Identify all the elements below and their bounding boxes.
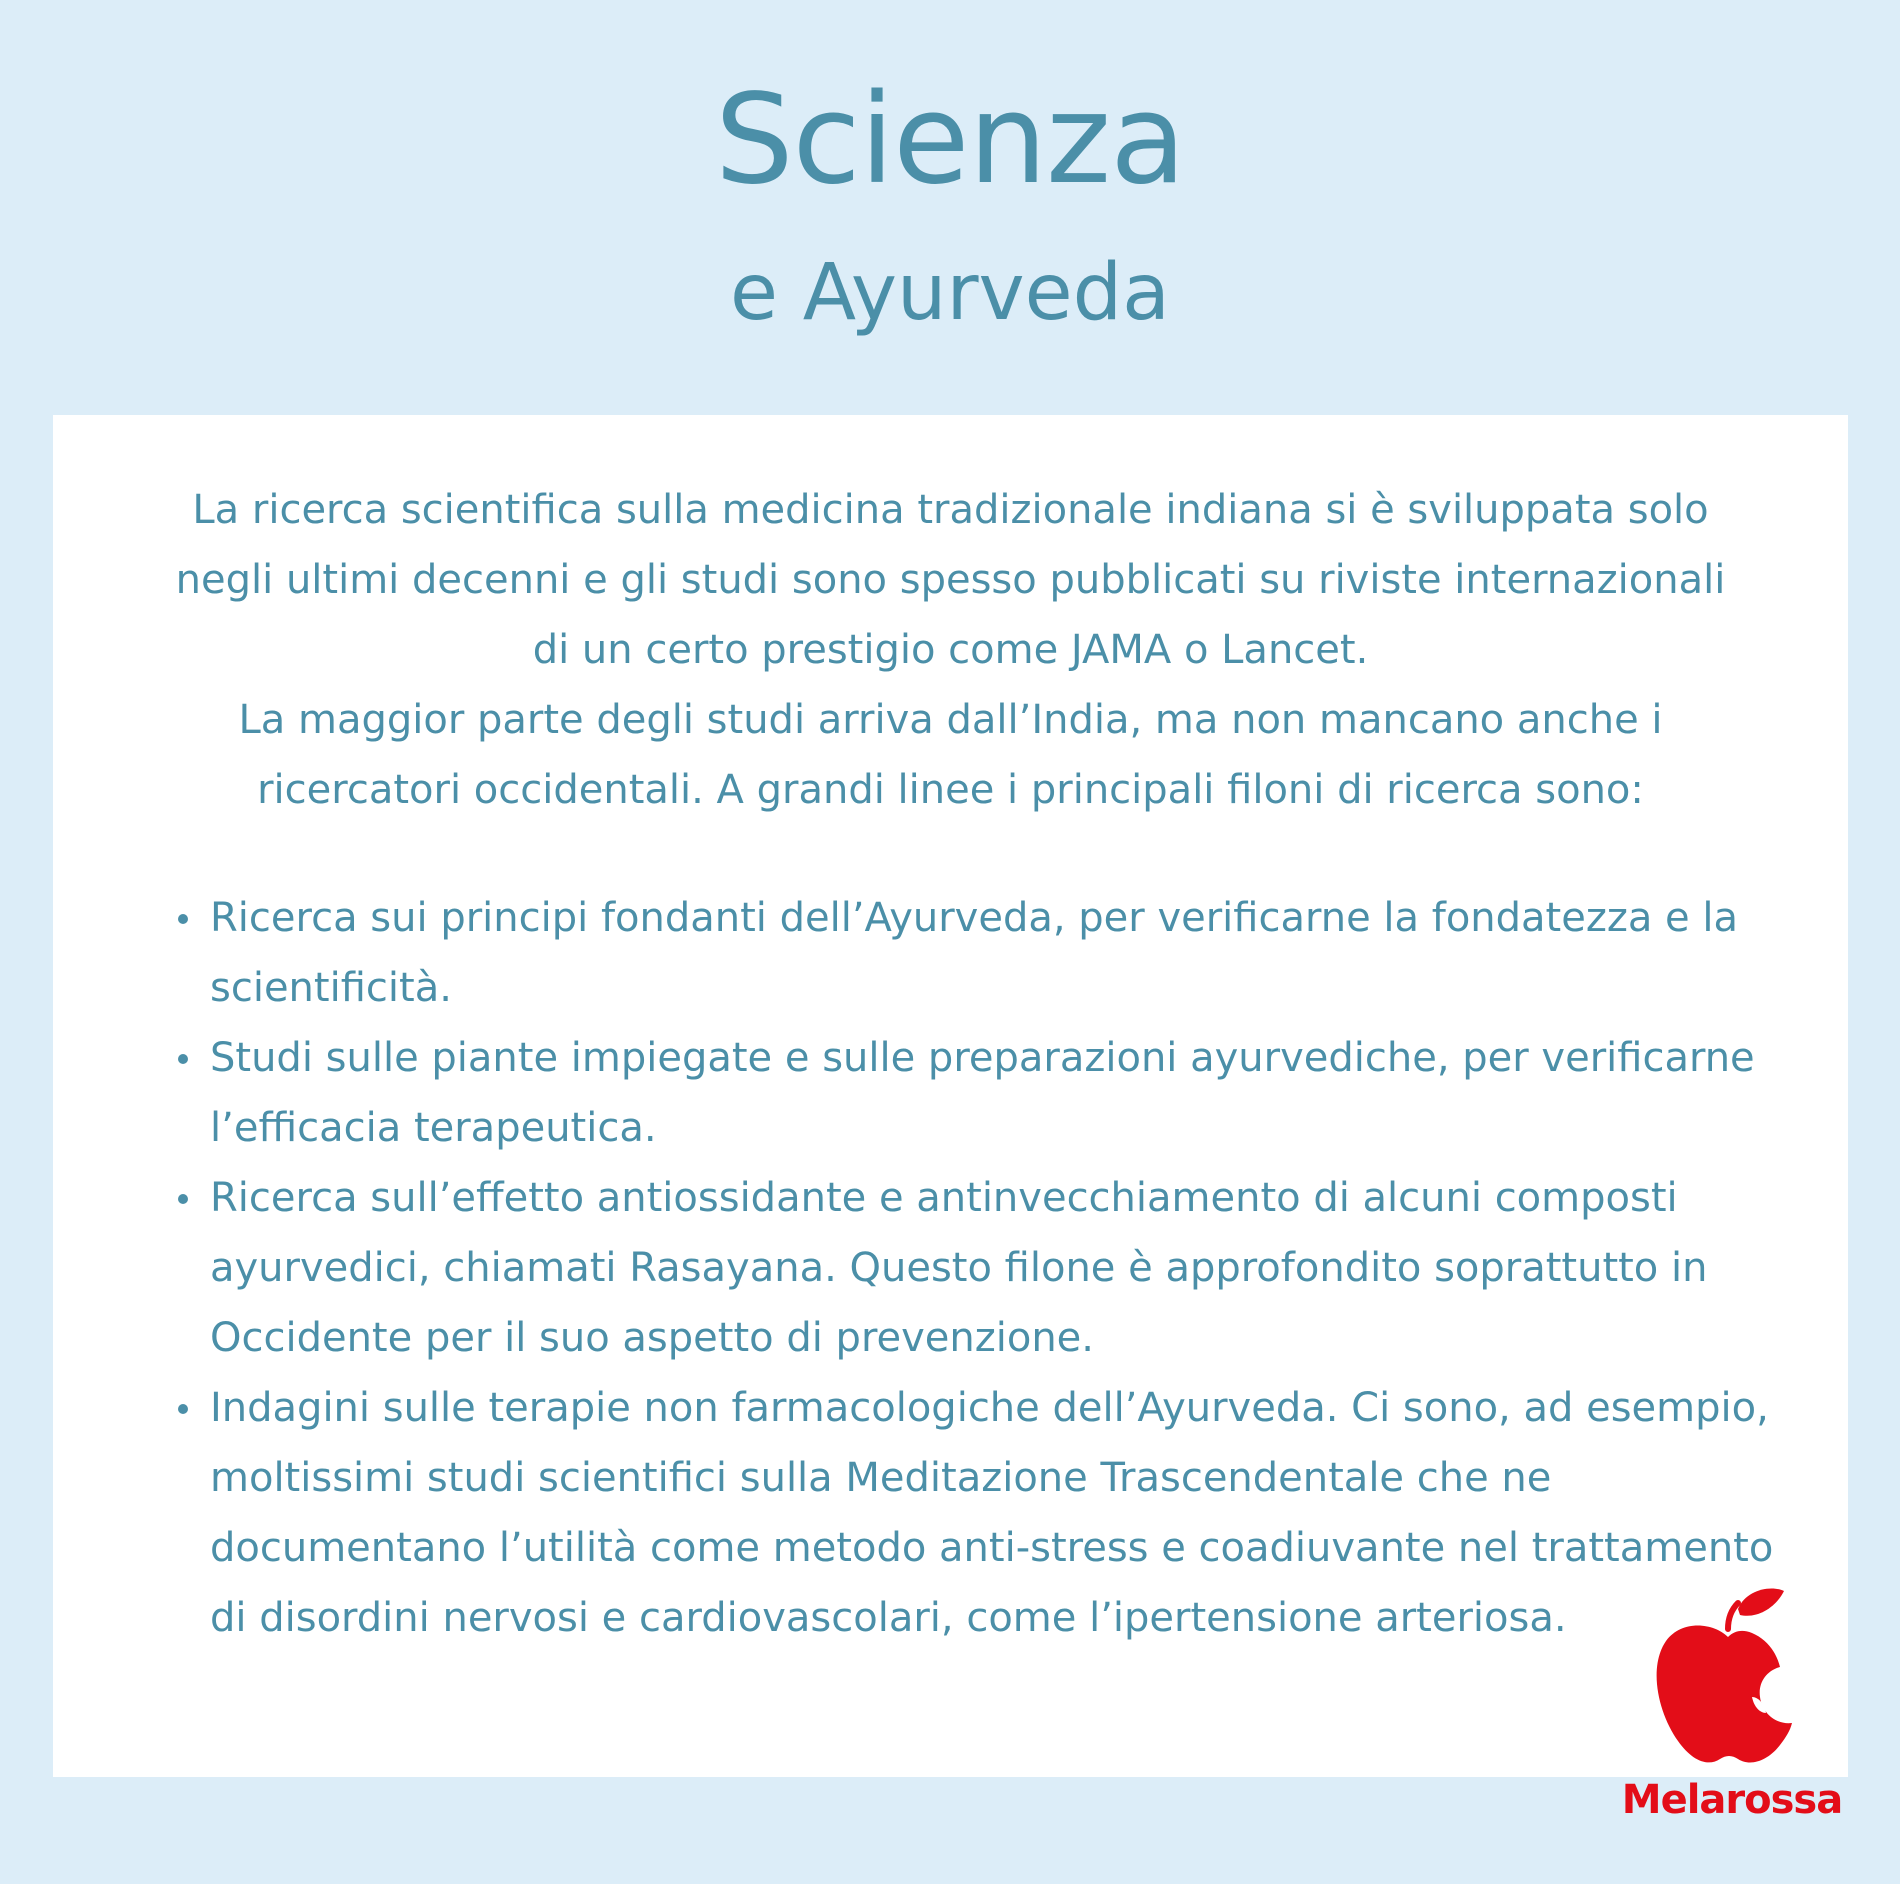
list-item [113,1163,1833,1373]
intro-text [153,475,1748,825]
bullet-icon [178,914,188,924]
brand-logo [1612,1585,1852,1835]
list-item [113,1373,1833,1653]
list-item [113,883,1833,1023]
content-card [53,415,1848,1777]
bullet-icon [178,1404,188,1414]
list-item [113,1023,1833,1163]
header [0,0,1900,400]
research-list [113,883,1833,1653]
intro-paragraph-2: La maggior parte degli studi arriva dall’India, ma non mancano anche i ricercatori occidentali. A grandi linee i principali filoni di ricerca sono: [238,697,1663,813]
bullet-icon [178,1054,188,1064]
page-subtitle: e Ayurveda [730,248,1170,338]
list-item-text: Studi sulle piante impiegate e sulle preparazioni ayurvediche, per verificarne l’efficacia terapeutica. [210,1035,1755,1151]
list-item-text: Ricerca sull’effetto antiossidante e antinvecchiamento di alcuni composti ayurvedici, chiamati Rasayana. Questo filone è approfondito soprattutto in Occidente per il suo aspetto di prevenzione. [210,1175,1708,1361]
brand-name: Melarossa [1621,1777,1843,1823]
apple-icon [1654,1585,1804,1770]
list-item-text: Ricerca sui principi fondanti dell’Ayurveda, per verificarne la fondatezza e la scientificità. [210,895,1739,1011]
intro-paragraph-1: La ricerca scientifica sulla medicina tradizionale indiana si è sviluppata solo negli ultimi decenni e gli studi sono spesso pubblicati su riviste internazionali di un certo prestigio come JAMA o Lancet. [175,487,1726,673]
page-title: Scienza [714,68,1186,212]
list-item-text: Indagini sulle terapie non farmacologiche dell’Ayurveda. Ci sono, ad esempio, moltissimi studi scientifici sulla Meditazione Trascendentale che ne documentano l’utilità come metodo anti-stress e coadiuvante nel trattamento di disordini nervosi e cardiovascolari, come l’ipertensione arteriosa. [210,1385,1774,1641]
bullet-icon [178,1194,188,1204]
